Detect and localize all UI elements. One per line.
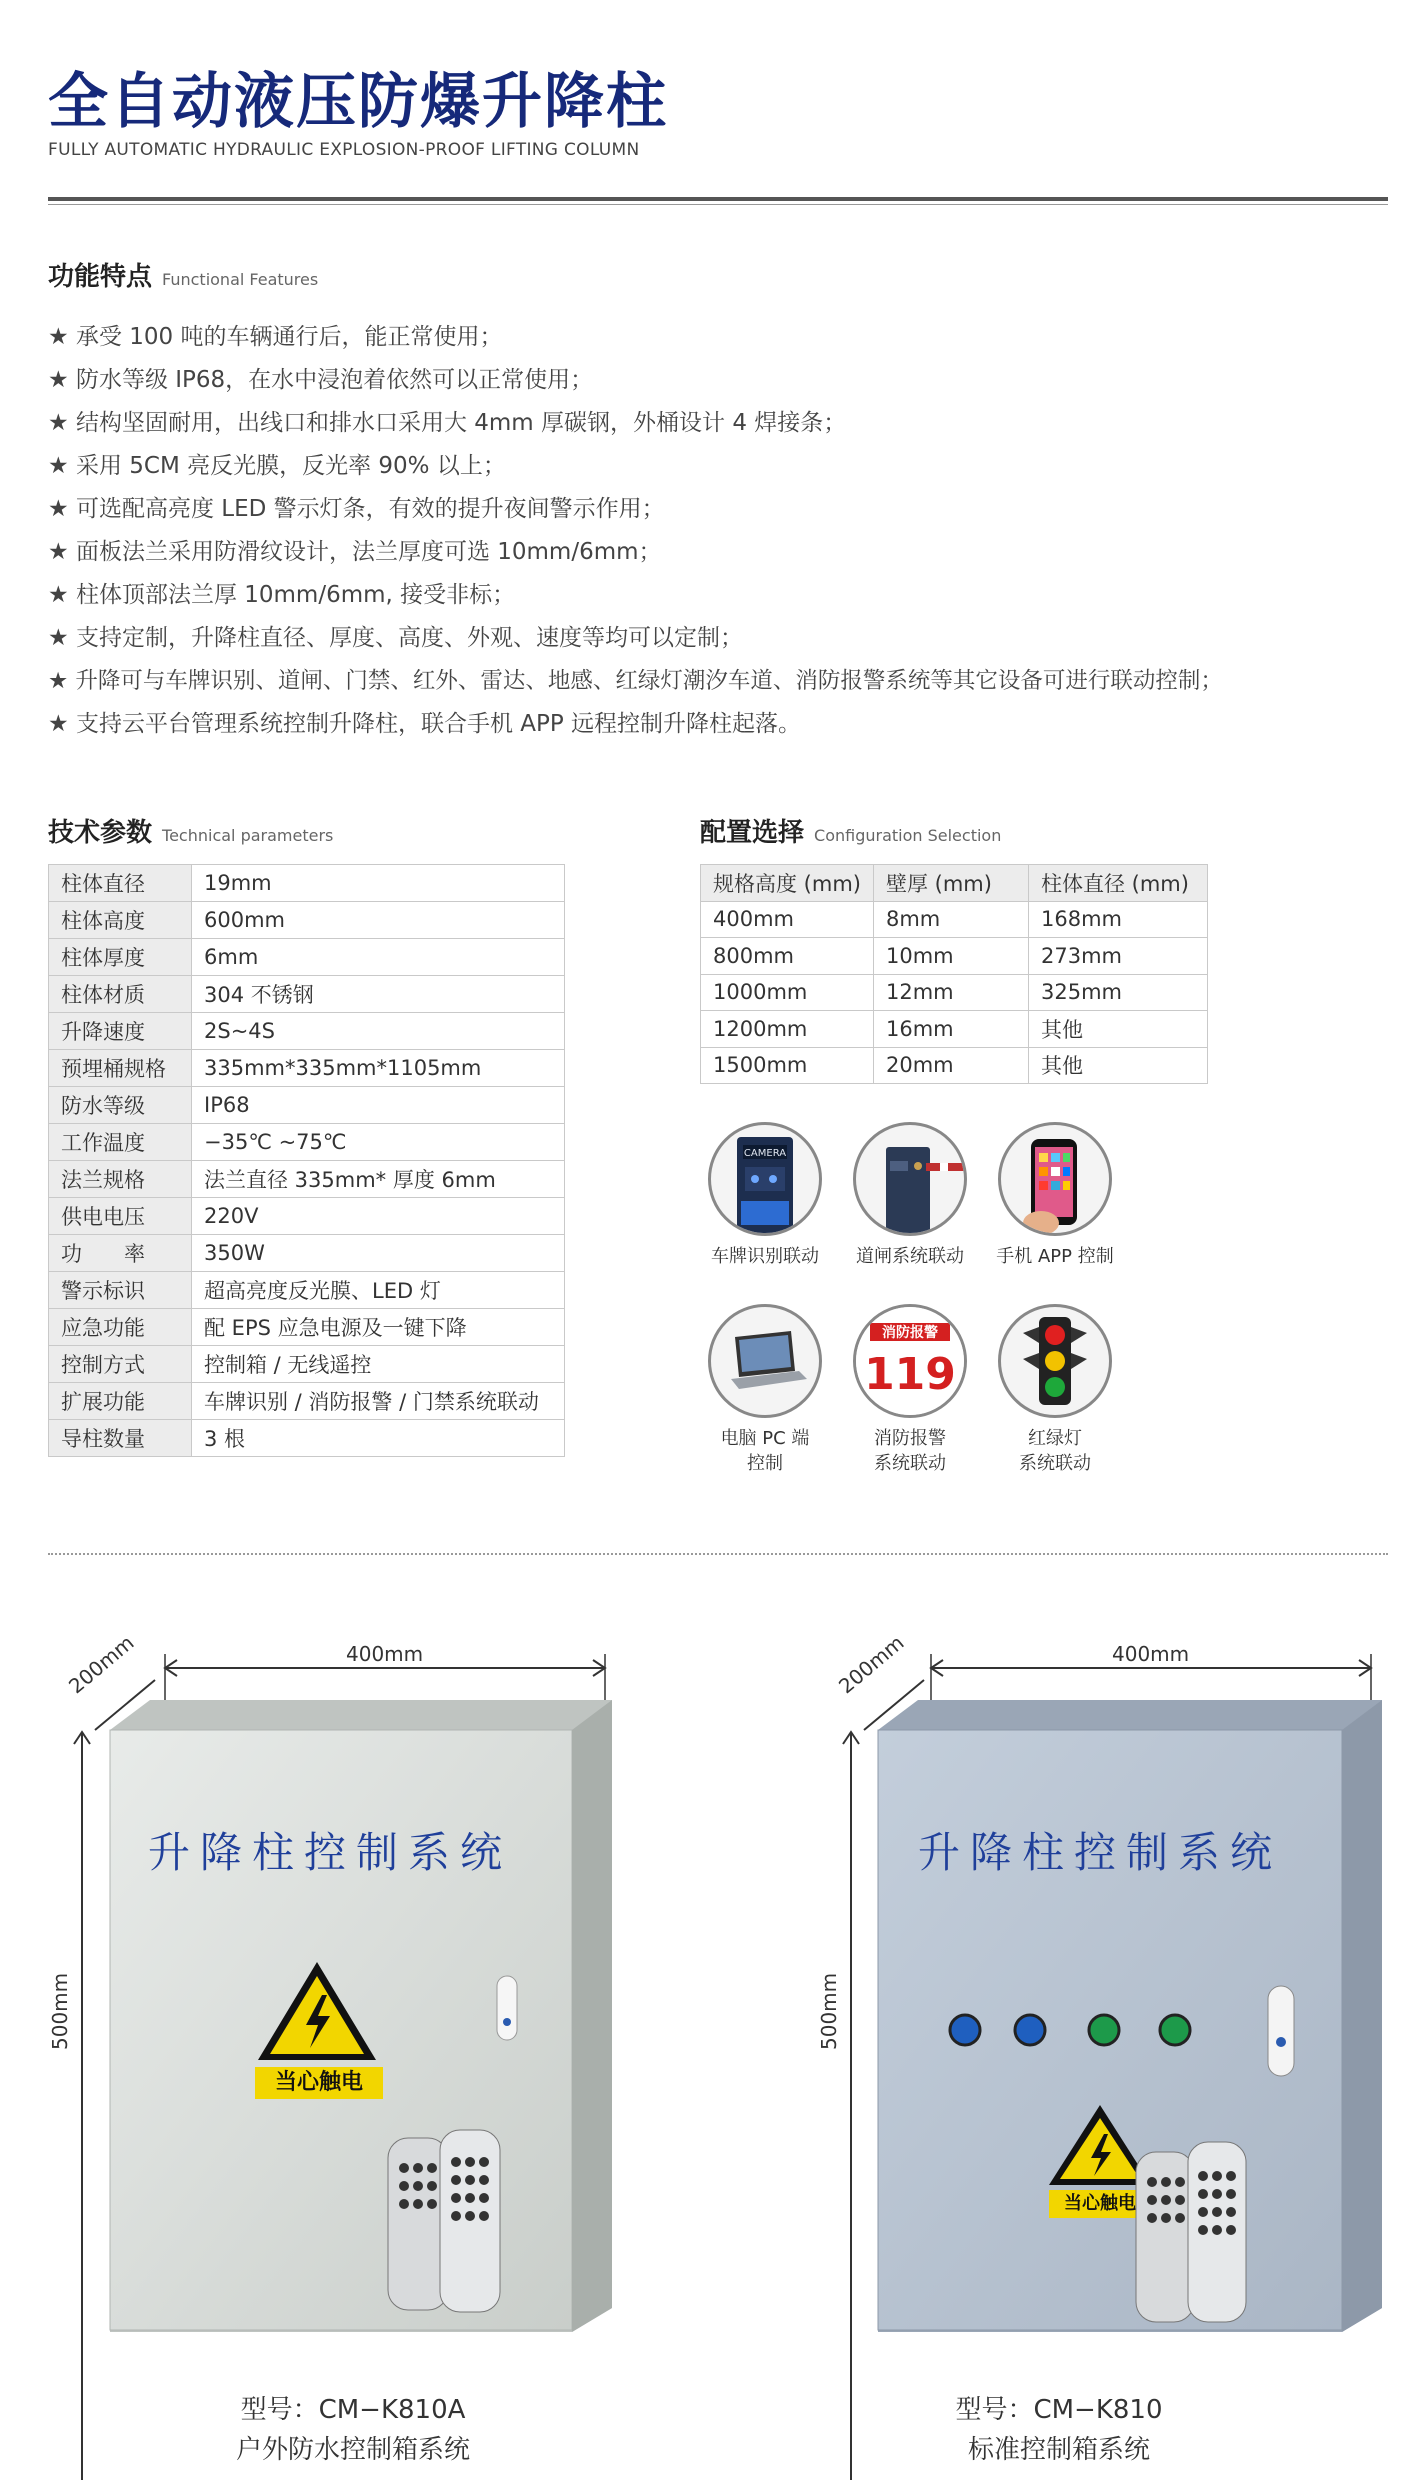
features-heading [48,256,318,293]
table-row [701,974,1208,1011]
feature-text: 柱体顶部法兰厚 10mm/6mm, 接受非标； [75,582,516,608]
list-item [48,402,1408,445]
table-row [49,1013,565,1050]
table-row [49,1050,565,1087]
param-value: 600mm [192,902,565,939]
tech-table [48,864,565,1457]
param-key: 导柱数量 [49,1420,192,1457]
config-table [700,864,1208,1084]
list-item [48,617,1408,660]
height-dimension: 500mm [48,1972,72,2050]
barrier-gate-icon [853,1122,967,1236]
table-row [701,1011,1208,1048]
feature-text: 可选配高亮度 LED 警示灯条，有效的提升夜间警示作用； [75,496,665,522]
param-key: 柱体高度 [49,902,192,939]
table-row [49,1383,565,1420]
header-divider-thin [48,204,1388,205]
depth-dimension: 200mm [64,1630,139,1699]
table-cell: 其他 [1028,1047,1207,1084]
linkage-label: 车牌识别联动 [711,1246,819,1267]
table-cell: 其他 [1028,1011,1207,1048]
table-cell: 8mm [873,901,1028,938]
linkage-item-phone [980,1122,1130,1269]
linkage-label: 电脑 PC 端 [720,1428,810,1449]
table-row [49,865,565,902]
star-icon: ★ [48,711,69,737]
star-icon: ★ [48,582,69,608]
cabinet-model: 型号：CM−K810A [240,2395,466,2425]
feature-text: 采用 5CM 亮反光膜，反光率 90% 以上； [75,453,506,479]
section-divider [48,1553,1388,1555]
column-header: 柱体直径 (mm) [1028,865,1207,902]
table-cell: 168mm [1028,901,1207,938]
cabinet-name: 户外防水控制箱系统 [235,2435,470,2465]
star-icon: ★ [48,625,69,651]
list-item [48,359,1408,402]
linkage-item-fire [835,1304,985,1476]
table-row [49,1420,565,1457]
table-cell: 20mm [873,1047,1028,1084]
table-cell: 1000mm [701,974,874,1011]
param-key: 柱体直径 [49,865,192,902]
linkage-label: 消防报警 [874,1428,946,1449]
param-value: −35℃ ~75℃ [192,1124,565,1161]
feature-text: 防水等级 IP68，在水中浸泡着依然可以正常使用； [75,367,594,393]
cabinet-name: 标准控制箱系统 [967,2435,1150,2465]
linkage-label: 手机 APP 控制 [996,1246,1114,1267]
param-value: 控制箱 / 无线遥控 [192,1346,565,1383]
linkage-item-pc [690,1304,840,1476]
param-key: 柱体厚度 [49,939,192,976]
param-value: 2S~4S [192,1013,565,1050]
linkage-label: 道闸系统联动 [856,1246,964,1267]
param-value: 3 根 [192,1420,565,1457]
table-row [701,1047,1208,1084]
table-row [49,976,565,1013]
param-key: 工作温度 [49,1124,192,1161]
height-dimension: 500mm [817,1972,841,2050]
width-dimension: 400mm [1112,1642,1190,1666]
param-value: 304 不锈钢 [192,976,565,1013]
width-dimension: 400mm [346,1642,424,1666]
param-key: 法兰规格 [49,1161,192,1198]
config-heading-en: Configuration Selection [814,826,1002,845]
feature-text: 承受 100 吨的车辆通行后，能正常使用； [75,324,503,350]
star-icon: ★ [48,367,69,393]
list-item [48,703,1408,746]
param-key: 防水等级 [49,1087,192,1124]
table-cell: 325mm [1028,974,1207,1011]
list-item [48,488,1408,531]
table-row [49,1161,565,1198]
table-row [49,1198,565,1235]
param-value: 220V [192,1198,565,1235]
feature-text: 升降可与车牌识别、道闸、门禁、红外、雷达、地感、红绿灯潮汐车道、消防报警系统等其它设备可进行联动控制； [75,668,1223,694]
list-item [48,574,1408,617]
features-heading-cn: 功能特点 [48,262,153,292]
linkage-item-gate [835,1122,985,1269]
column-header: 壁厚 (mm) [873,865,1028,902]
star-icon: ★ [48,453,69,479]
table-cell: 12mm [873,974,1028,1011]
lpr-brand-text: CAMERA [743,1148,787,1159]
star-icon: ★ [48,324,69,350]
fire-sign-top: 消防报警 [882,1325,938,1341]
param-key: 扩展功能 [49,1383,192,1420]
param-key: 警示标识 [49,1272,192,1309]
linkage-item-traffic [980,1304,1130,1476]
list-item [48,445,1408,488]
param-key: 功 率 [49,1235,192,1272]
cabinet-product-2 [706,1620,1412,2480]
star-icon: ★ [48,496,69,522]
table-cell: 16mm [873,1011,1028,1048]
table-row [49,1124,565,1161]
param-value: 350W [192,1235,565,1272]
table-cell: 1500mm [701,1047,874,1084]
param-value: IP68 [192,1087,565,1124]
table-row [49,902,565,939]
phone-icon [998,1122,1112,1236]
feature-text: 结构坚固耐用，出线口和排水口采用大 4mm 厚碳钢，外桶设计 4 焊接条； [75,410,847,436]
config-heading [700,812,1001,849]
laptop-icon [708,1304,822,1418]
cabinet-product-1 [0,1620,706,2480]
features-heading-en: Functional Features [162,270,319,289]
cabinet-model: 型号：CM−K810 [955,2395,1163,2425]
linkage-label-2: 系统联动 [1019,1453,1091,1474]
table-row [49,1272,565,1309]
tech-heading-cn: 技术参数 [48,818,153,848]
table-row [49,1309,565,1346]
table-cell: 1200mm [701,1011,874,1048]
table-row [701,938,1208,975]
lpr-camera-icon [708,1122,822,1236]
param-value: 335mm*335mm*1105mm [192,1050,565,1087]
list-item [48,316,1408,359]
table-row [49,939,565,976]
param-value: 超高亮度反光膜、LED 灯 [192,1272,565,1309]
star-icon: ★ [48,410,69,436]
param-value: 19mm [192,865,565,902]
features-list [48,316,1408,746]
param-key: 供电电压 [49,1198,192,1235]
table-header-row [701,865,1208,902]
star-icon: ★ [48,668,69,694]
param-key: 应急功能 [49,1309,192,1346]
warning-label: 当心触电 [274,2070,363,2095]
param-key: 控制方式 [49,1346,192,1383]
param-value: 法兰直径 335mm* 厚度 6mm [192,1161,565,1198]
feature-text: 支持云平台管理系统控制升降柱，联合手机 APP 远程控制升降柱起落。 [75,711,802,737]
linkage-label: 红绿灯 [1028,1428,1082,1449]
param-key: 柱体材质 [49,976,192,1013]
list-item [48,531,1408,574]
header-divider [48,197,1388,201]
fire-alarm-icon [853,1304,967,1418]
table-cell: 400mm [701,901,874,938]
feature-text: 支持定制，升降柱直径、厚度、高度、外观、速度等均可以定制； [75,625,743,651]
param-value: 车牌识别 / 消防报警 / 门禁系统联动 [192,1383,565,1420]
column-header: 规格高度 (mm) [701,865,874,902]
linkage-icons [700,1122,1200,1482]
fire-sign-number: 119 [864,1349,956,1400]
panel-title: 升降柱控制系统 [918,1828,1283,1877]
panel-title: 升降柱控制系统 [148,1828,513,1877]
table-cell: 800mm [701,938,874,975]
depth-dimension: 200mm [834,1630,909,1699]
table-row [49,1346,565,1383]
table-cell: 10mm [873,938,1028,975]
table-row [701,901,1208,938]
param-key: 预埋桶规格 [49,1050,192,1087]
table-row [49,1087,565,1124]
linkage-item-lpr [690,1122,840,1269]
param-value: 6mm [192,939,565,976]
star-icon: ★ [48,539,69,565]
config-heading-cn: 配置选择 [700,818,805,848]
page-subtitle: FULLY AUTOMATIC HYDRAULIC EXPLOSION-PROOF LIFTING COLUMN [48,140,640,160]
linkage-label-2: 系统联动 [874,1453,946,1474]
page-title: 全自动液压防爆升降柱 [48,67,668,137]
table-cell: 273mm [1028,938,1207,975]
feature-text: 面板法兰采用防滑纹设计，法兰厚度可选 10mm/6mm； [75,539,662,565]
tech-heading [48,812,333,849]
list-item [48,660,1408,703]
traffic-light-icon [998,1304,1112,1418]
warning-label: 当心触电 [1064,2193,1136,2214]
tech-heading-en: Technical parameters [162,826,334,845]
table-row [49,1235,565,1272]
linkage-label-2: 控制 [747,1453,783,1474]
param-key: 升降速度 [49,1013,192,1050]
param-value: 配 EPS 应急电源及一键下降 [192,1309,565,1346]
